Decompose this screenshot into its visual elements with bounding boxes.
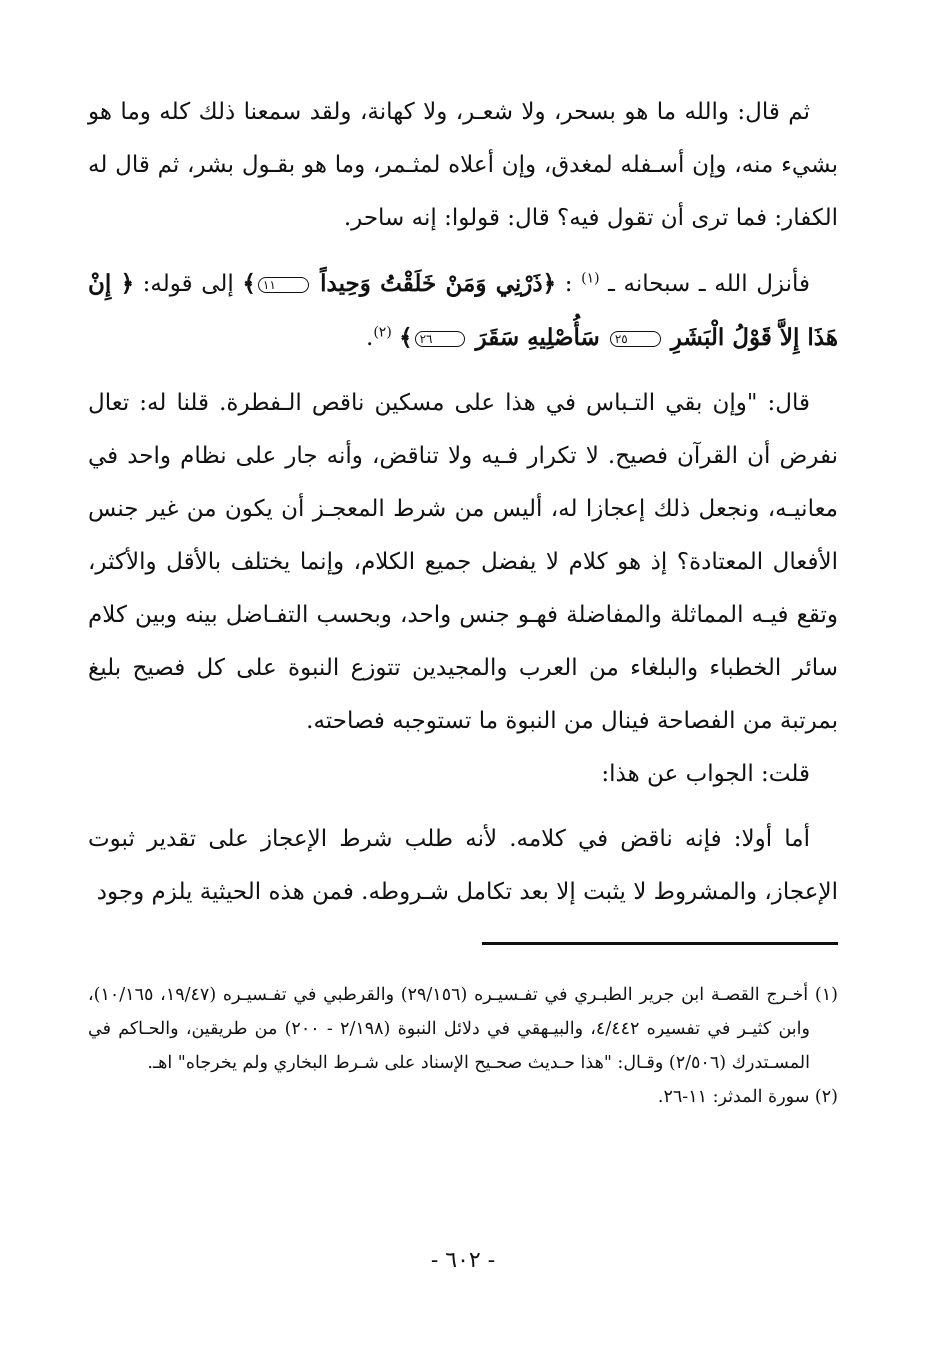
ayah-number-25: ٢٥ xyxy=(610,331,661,347)
verse-2-text: ﴿ إِنْ هَذَا إِلاَّ قَوْلُ الْبَشَرِ xyxy=(88,270,838,351)
verse-1-close: ﴾ xyxy=(242,270,256,297)
paragraph-4-answer-heading: قلت: الجواب عن هذا: xyxy=(601,761,810,787)
book-page xyxy=(88,0,838,1370)
ayah-number-11: ١١ xyxy=(258,277,309,293)
verse-2-close: ﴾ xyxy=(399,324,413,351)
quran-verse-1 xyxy=(242,270,556,297)
footnote-2: (٢) سورة المدثر: ١١-٢٦. xyxy=(657,1087,838,1107)
page-number: - ٦٠٢ - xyxy=(430,1248,496,1273)
paragraph-2-revelation xyxy=(88,257,838,365)
paragraph-2-end: . xyxy=(366,325,374,351)
footnotes xyxy=(88,978,838,1114)
ayah-number-26: ٢٦ xyxy=(415,331,466,347)
main-text xyxy=(88,86,838,919)
colon: : xyxy=(556,271,582,297)
footnote-ref-2: (٢) xyxy=(373,324,392,341)
footnote-ref-1: (١) xyxy=(581,270,600,287)
paragraph-3-quote: قال: "وإن بقي التـباس في هذا على مسكين ناقص الـفطرة. قلنا له: تعال نفرض أن القرآن فصيح. لا تكرار فـيه ولا تناقض، وأنه جار على نظام واحد في معانيـه، ونجعل ذلك إعجازا له، أليس من شرط المعجـز أن يكون من غير جنس الأفعال المعتادة؟ إذ هو كلام لا يفضل جميع الكلام، وإنما يختلف بالأقل والأكثر، وتقع فيـه المماثلة والمفاضلة فهـو جنس واحد، وبحسب التفـاضل بينه وبين كلام سائر الخطباء والبلغاء من العرب والمجيدين تتوزع النبوة على كل فصيح بليغ بمرتبة من الفصاحة فينال من النبوة ما تستوجبه فصاحته. xyxy=(88,390,838,734)
verse-2-continuation: سَأُصْلِيهِ سَقَرَ xyxy=(475,324,600,351)
footnote-separator-line xyxy=(482,942,838,945)
paragraph-2-intro: فأنزل الله ـ سبحانه ـ xyxy=(608,271,811,297)
paragraph-5-first-point: أما أولا: فإنه ناقض في كلامه. لأنه طلب شرط الإعجاز على تقدير ثبوت الإعجاز، والمشروط لا يثبت إلا بعد تكامل شـروطه. فمن هذه الحيثية يلزم وجود xyxy=(88,826,838,905)
paragraph-2-middle: إلى قوله: xyxy=(134,271,243,297)
verse-1-text: ﴿ذَرْنِي وَمَنْ خَلَقْتُ وَحِيداً xyxy=(320,270,557,297)
paragraph-1: ثم قال: والله ما هو بسحر، ولا شعـر، ولا كهانة، ولقد سمعنا ذلك كله وما هو بشيء منه، وإن أسـفله لمغدق، وإن أعلاه لمثـمر، وما هو بقـول بشر، ثم قال له الكفار: فما ترى أن تقول فيه؟ قال: قولوا: إنه ساحر. xyxy=(88,99,838,231)
footnote-1: (١) أخـرج القصـة ابن جرير الطبـري في تفـسيـره (٢٩/١٥٦) والقرطبي في تفـسيـره (١٩/٤٧، ١٠/١٦٥)، وابن كثيـر في تفسيره ٤/٤٤٢، والبيـهقي في دلائل النبوة (٢/١٩٨ - ٢٠٠) من طريقين، والحـاكم في المسـتدرك (٢/٥٠٦) وقـال: "هذا حـديث صحـيح الإسناد على شـرط البخاري ولم يخرجاه" اهـ. xyxy=(88,985,838,1073)
